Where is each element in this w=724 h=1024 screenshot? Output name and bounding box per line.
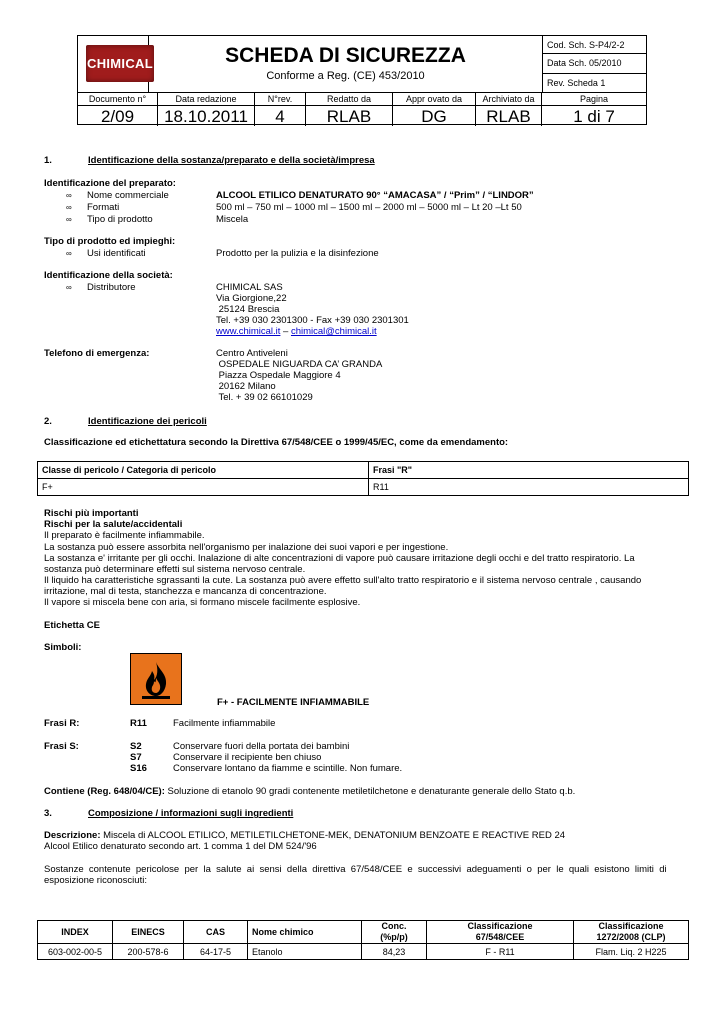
info-value: RLAB — [486, 107, 531, 126]
field-label: Tipo di prodotto — [87, 214, 153, 225]
table-header-cell: EINECS — [113, 921, 184, 944]
section-title: Identificazione dei pericoli — [88, 416, 207, 427]
table-cell: 200-578-6 — [113, 944, 184, 960]
info-value: 18.10.2011 — [164, 107, 248, 126]
info-cell-date — [158, 93, 255, 126]
s-phrase-text: Conservare il recipiente ben chiuso — [173, 752, 322, 763]
company-city: 25124 Brescia — [216, 304, 280, 315]
field-label: Distributore — [87, 282, 136, 293]
risk-line: irritazione, mal di testa, stanchezza e mancanza di concentrazione. — [44, 586, 327, 597]
emergency-line: Piazza Ospedale Maggiore 4 — [216, 370, 341, 381]
description-label: Descrizione: — [44, 830, 101, 841]
subsection-heading: Tipo di prodotto ed impieghi: — [44, 236, 176, 247]
bullet-icon: ∞ — [66, 203, 72, 212]
info-cell-approver — [393, 93, 476, 126]
risks-heading: Rischi più importanti — [44, 508, 139, 519]
bullet-icon: ∞ — [66, 215, 72, 224]
info-label: Redatto da — [306, 93, 392, 106]
contains-label: Contiene (Reg. 648/04/CE): — [44, 786, 165, 797]
r-phrase-text: Facilmente infiammabile — [173, 718, 276, 729]
health-heading: Rischi per la salute/accidentali — [44, 519, 183, 530]
table-header-cell: INDEX — [38, 921, 113, 944]
hazard-class-table — [37, 461, 689, 496]
info-cell-revision — [255, 93, 306, 126]
risk-line: La sostanza può essere assorbita nell'organismo per inalazione dei suoi vapori e per ingestione. — [44, 542, 449, 553]
risk-line: Il vapore si miscela bene con aria, si formano miscele facilmente esplosive. — [44, 597, 361, 608]
divider — [543, 53, 647, 54]
table-header-cell: Conc. (%p/p) — [362, 921, 427, 944]
note-line: esposizione riconosciuti: — [44, 875, 147, 886]
table-cell: Etanolo — [248, 944, 362, 960]
table-header-cell: Nome chimico — [248, 921, 362, 944]
info-label: Data redazione — [158, 93, 254, 106]
document-title: SCHEDA DI SICUREZZA — [225, 44, 466, 67]
company-address: Via Giorgione,22 — [216, 293, 287, 304]
emergency-line: 20162 Milano — [216, 381, 276, 392]
table-header-cell: Classificazione 1272/2008 (CLP) — [574, 921, 689, 944]
emergency-line: Centro Antiveleni — [216, 348, 288, 359]
document-subtitle: Conforme a Reg. (CE) 453/2010 — [266, 70, 425, 82]
note-line: Sostanze contenute pericolose per la salute ai sensi della direttiva 67/548/CEE e successivi adeguamenti o per le quali esistono limiti di — [44, 864, 667, 875]
emergency-label: Telefono di emergenza: — [44, 348, 150, 359]
section-title: Composizione / informazioni sugli ingredienti — [88, 808, 294, 819]
website-link[interactable]: www.chimical.it — [216, 326, 281, 337]
bullet-icon: ∞ — [66, 283, 72, 292]
sheet-code: Cod. Sch. S-P4/2-2 — [547, 40, 625, 50]
table-row — [38, 944, 689, 960]
info-label: N°rev. — [255, 93, 305, 106]
logo-text: CHIMICAL — [87, 56, 153, 71]
table-cell: 603-002-00-5 — [38, 944, 113, 960]
s-phrase-text: Conservare lontano da fiamme e scintille. Non fumare. — [173, 763, 403, 774]
title-area — [149, 36, 542, 92]
company-phone: Tel. +39 030 2301300 - Fax +39 030 2301301 — [216, 315, 409, 326]
r-phrases-label: Frasi R: — [44, 718, 80, 729]
info-value: DG — [421, 107, 447, 126]
logo-cell — [78, 36, 153, 92]
info-cell-document — [78, 93, 158, 126]
bullet-icon: ∞ — [66, 249, 72, 258]
table-cell: R11 — [369, 479, 689, 496]
section-number: 3. — [44, 808, 52, 819]
field-label: Formati — [87, 202, 120, 213]
description-line2: Alcool Etilico denaturato secondo art. 1 comma 1 del DM 524/'96 — [44, 841, 317, 852]
section-number: 2. — [44, 416, 52, 427]
s-phrase-text: Conservare fuori della portata dei bambini — [173, 741, 350, 752]
divider — [543, 73, 647, 74]
table-cell: 64-17-5 — [184, 944, 248, 960]
section-title: Identificazione della sostanza/preparato e della società/impresa — [88, 155, 375, 166]
info-label: Pagina — [542, 93, 646, 106]
info-value: 2/09 — [100, 107, 135, 126]
flame-hazard-icon — [130, 653, 182, 705]
info-value: 1 di 7 — [573, 107, 615, 126]
use-value: Prodotto per la pulizia e la disinfezione — [216, 248, 379, 259]
info-cell-archived — [476, 93, 542, 126]
label-heading: Etichetta CE — [44, 620, 100, 631]
info-label: Appr ovato da — [393, 93, 475, 106]
trade-name: ALCOOL ETILICO DENATURATO 90° “AMACASA” / “Prim” / “LINDOR” — [216, 190, 534, 201]
contact-separator: – — [280, 326, 291, 337]
composition-table — [37, 920, 689, 960]
table-row — [38, 479, 689, 496]
sheet-revision: Rev. Scheda 1 — [547, 78, 606, 88]
document-info-grid — [78, 92, 646, 126]
emergency-line: Tel. + 39 02 66101029 — [216, 392, 313, 403]
table-cell: 84,23 — [362, 944, 427, 960]
sheet-codes — [542, 36, 647, 92]
product-type-value: Miscela — [216, 214, 249, 225]
table-header-row — [38, 921, 689, 944]
r-phrase-code: R11 — [130, 718, 147, 729]
risk-line: Il liquido ha caratteristiche sgrassanti la cute. La sostanza può avere effetto sull'alto tratto respiratorio e il sistema nervoso centrale , causando — [44, 575, 642, 586]
bullet-icon: ∞ — [66, 191, 72, 200]
table-header-cell: Frasi "R" — [369, 462, 689, 479]
info-value: RLAB — [326, 107, 372, 126]
table-cell: F+ — [38, 479, 369, 496]
section-number: 1. — [44, 155, 52, 166]
info-cell-author — [306, 93, 393, 126]
info-label: Archiviato da — [476, 93, 541, 106]
table-header-cell: CAS — [184, 921, 248, 944]
contains-line — [44, 786, 575, 797]
risk-line: La sostanza e' irritante per gli occhi. Inalazione di alte concentrazioni di vapore può causare irritazione degli occhi e del tratto respiratorio. La — [44, 553, 635, 564]
subsection-heading: Identificazione del preparato: — [44, 178, 176, 189]
flame-hazard-icon — [131, 654, 181, 704]
description-text: Miscela di ALCOOL ETILICO, METILETILCHETONE-MEK, DENATONIUM BENZOATE E REACTIVE RED 24 — [100, 830, 566, 841]
risk-line: Il preparato è facilmente infiammabile. — [44, 530, 205, 541]
formats-value: 500 ml – 750 ml – 1000 ml – 1500 ml – 2000 ml – 5000 ml – Lt 20 –Lt 50 — [216, 202, 522, 213]
s-phrase-code: S2 — [130, 741, 142, 752]
symbol-caption: F+ - FACILMENTE INFIAMMABILE — [217, 697, 370, 708]
s-phrase-code: S16 — [130, 763, 147, 774]
emergency-line: OSPEDALE NIGUARDA CA’ GRANDA — [216, 359, 383, 370]
field-label: Usi identificati — [87, 248, 146, 259]
info-cell-page — [542, 93, 646, 126]
field-label: Nome commerciale — [87, 190, 169, 201]
table-header-cell: Classificazione 67/548/CEE — [427, 921, 574, 944]
email-link[interactable]: chimical@chimical.it — [290, 326, 377, 337]
table-cell: F - R11 — [427, 944, 574, 960]
classification-heading: Classificazione ed etichettatura secondo la Direttiva 67/548/CEE o 1999/45/EC, come da emendamento: — [44, 437, 509, 448]
risk-line: sostanza può determinare effetti sul sistema nervoso centrale. — [44, 564, 306, 575]
table-cell: Flam. Liq. 2 H225 — [574, 944, 689, 960]
sheet-date: Data Sch. 05/2010 — [547, 58, 622, 68]
chimical-logo — [86, 45, 154, 82]
table-header-cell: Classe di pericolo / Categoria di pericolo — [38, 462, 369, 479]
contains-text: Soluzione di etanolo 90 gradi contenente metiletilchetone e denaturante generale dello Stato q.b. — [164, 786, 576, 797]
table-header-row — [38, 462, 689, 479]
info-label: Documento n° — [78, 93, 157, 106]
symbols-heading: Simboli: — [44, 642, 82, 653]
info-value: 4 — [275, 107, 285, 126]
s-phrase-code: S7 — [130, 752, 142, 763]
subsection-heading: Identificazione della società: — [44, 270, 173, 281]
description-line — [44, 830, 565, 841]
document-header — [77, 35, 647, 125]
company-contacts — [216, 326, 377, 337]
s-phrases-label: Frasi S: — [44, 741, 79, 752]
company-name: CHIMICAL SAS — [216, 282, 283, 293]
